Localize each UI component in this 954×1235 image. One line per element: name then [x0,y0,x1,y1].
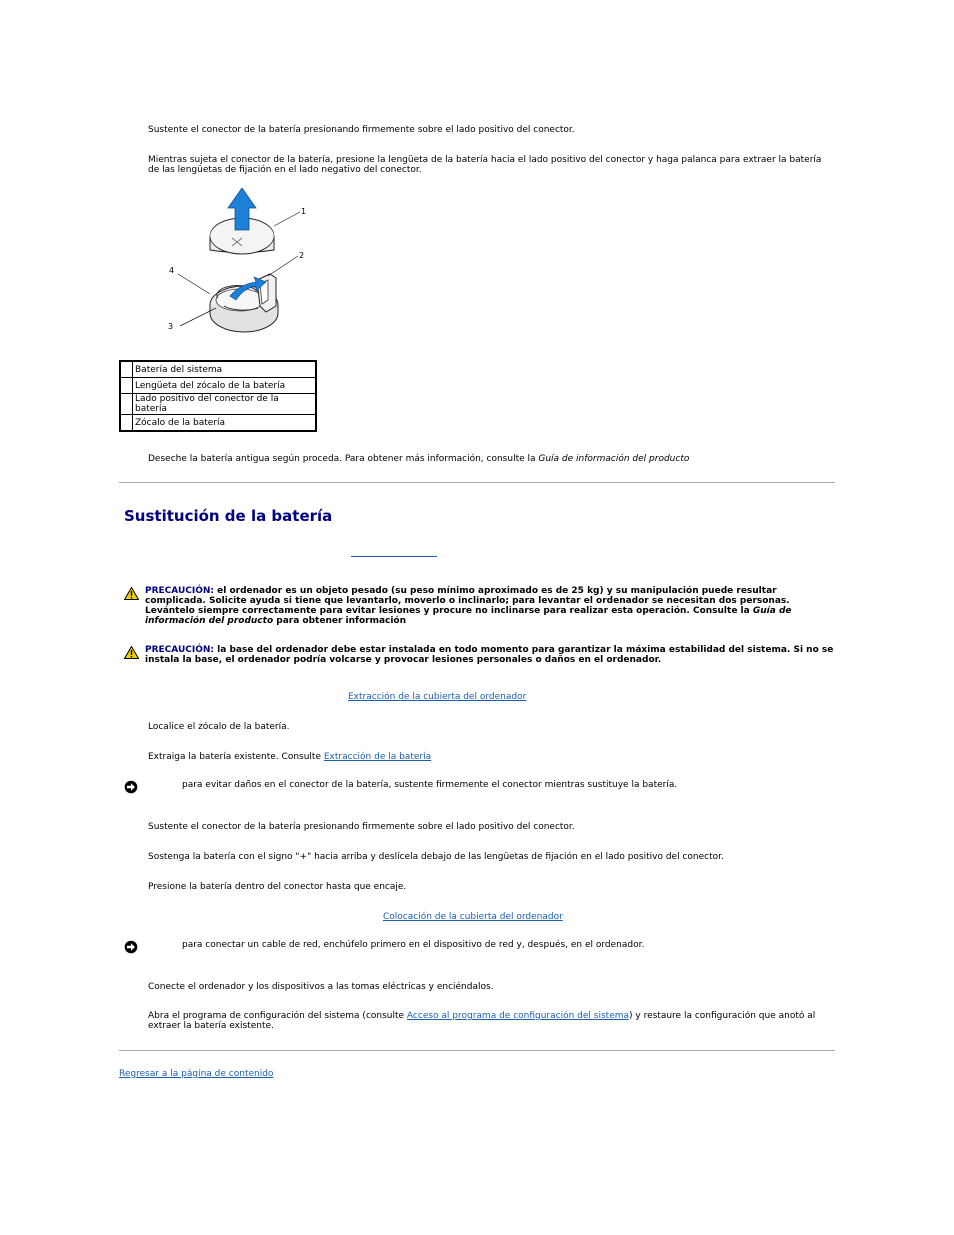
notice-icon [124,940,138,954]
coin-battery [210,218,320,254]
step-locate-socket: Localice el zócalo de la batería. [148,722,290,732]
caution-body: el ordenador es un objeto pesado (su peso mínimo aproximado es de 25 kg) y su manipulación puede resultar complicada. Solicite ayuda si tiene que levantarlo, moverlo o inclinarlo; para levantar el ordenador se necesitan dos personas. Levántelo siempre correctamente para evitar lesiones y procure no inclinarse para realizar esta operación. Consulte la [145,586,790,616]
caution-guide-reference: Guía de información del producto [145,606,792,626]
anchor-underline [351,556,437,557]
notice-icon [124,780,138,794]
battery-socket [210,274,278,332]
caution-text [145,586,836,626]
caution-label: PRECAUCIÓN: [145,586,215,596]
setup-suffix: ) y restaure la configuración que anotó al extraer la batería existente. [148,1011,816,1031]
step-remove-battery [148,752,838,762]
caution-body: la base del ordenador debe estar instalada en todo momento para garantizar la máxima estabilidad del sistema. Si no se instala la base, el ordenador podría volcarse y provocar lesiones personales o daños en el ordenador. [145,645,834,665]
product-guide-reference: Guía de información del producto [538,454,690,464]
callout-1: 1 [301,207,307,216]
battery-removal-figure [160,188,320,338]
caution-weight [124,586,836,626]
caution-icon [124,587,139,600]
step-hold-battery: Sostenga la batería con el signo "+" hacia arriba y deslícela debajo de las lengüetas de fijación en el lado positivo del conector. [148,852,724,862]
section-divider [119,482,835,483]
footer-divider [119,1050,835,1051]
caution-label: PRECAUCIÓN: [145,645,215,655]
callout-2: 2 [299,251,305,260]
caution-icon [124,646,139,659]
step-connect-power: Conecte el ordenador y los dispositivos a las tomas eléctricas y enciéndalos. [148,982,494,992]
replace-cover-link[interactable]: Colocación de la cubierta del ordenador [383,912,563,922]
notice-text: para conectar un cable de red, enchúfelo primero en el dispositivo de red y, después, en el ordenador. [182,940,645,950]
legend-label: Lado positivo del conector de la batería [133,394,317,415]
section-title: Sustitución de la batería [124,507,333,525]
legend-label: Zócalo de la batería [133,415,317,432]
legend-label: Batería del sistema [133,361,317,378]
legend-number-cell [120,415,133,432]
caution-base [124,645,836,665]
legend-row [120,394,316,415]
system-setup-link[interactable]: Acceso al programa de configuración del sistema [406,1011,630,1021]
caution-text [145,645,836,665]
legend-row [120,378,316,394]
step-press-battery: Presione la batería dentro del conector hasta que encaje. [148,882,407,892]
caution-suffix: para obtener información [273,616,407,626]
legend-row [120,361,316,378]
figure-legend-table [119,360,317,432]
callout-3: 3 [168,322,174,331]
legend-number-cell [120,378,133,394]
legend-row [120,415,316,432]
legend-number-cell [120,361,133,378]
step-dispose-battery [148,454,838,464]
dispose-text: Deseche la batería antigua según proceda. Para obtener más información, consulte la [148,454,539,464]
step-pry-battery: Mientras sujeta el conector de la batería, presione la lengüeta de la batería hacia el lado positivo del conector y haga palanca para extraer la batería de las lengüetas de fijación en el lado negativo del conector. [148,155,822,175]
setup-text: Abra el programa de configuración del sistema (consulte [148,1011,407,1021]
step-support-connector-2: Sustente el conector de la batería presionando firmemente sobre el lado positivo del conector. [148,822,575,832]
legend-label: Lengüeta del zócalo de la batería [133,378,317,394]
back-to-contents-link[interactable]: Regresar a la página de contenido [119,1069,274,1079]
legend-number-cell [120,394,133,415]
step-system-setup [148,1011,818,1031]
remove-text: Extraiga la batería existente. Consulte [148,752,324,762]
callout-4: 4 [169,266,175,275]
remove-battery-link[interactable]: Extracción de la batería [323,752,432,762]
extract-cover-link[interactable]: Extracción de la cubierta del ordenador [348,692,527,702]
step-support-connector-1: Sustente el conector de la batería presionando firmemente sobre el lado positivo del conector. [148,125,575,135]
notice-text: para evitar daños en el conector de la batería, sustente firmemente el conector mientras sustituye la batería. [182,780,678,790]
